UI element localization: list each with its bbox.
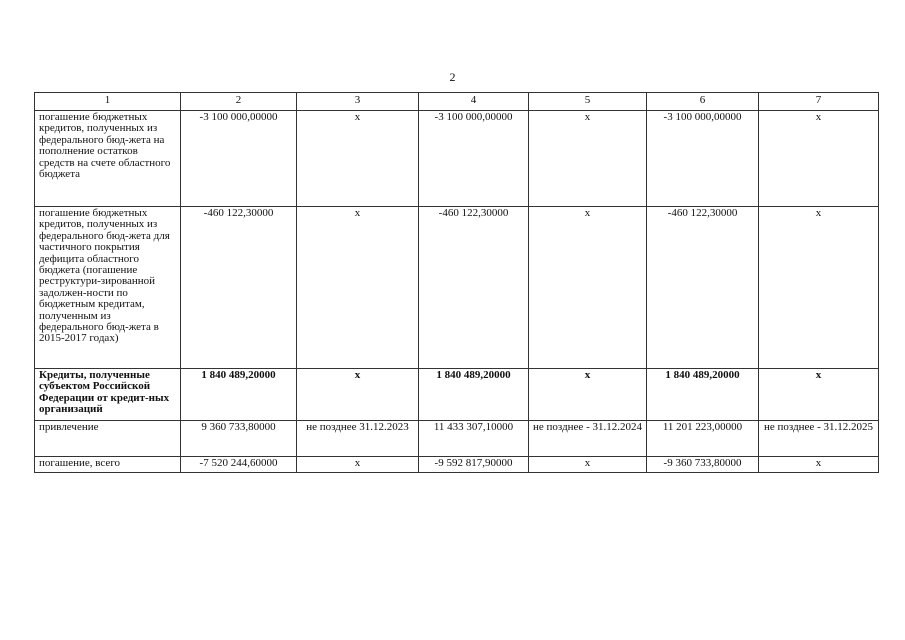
row-label: погашение, всего [35,457,181,473]
term-cell: х [297,369,419,421]
term-cell: х [297,457,419,473]
amount-cell: -460 122,30000 [419,207,529,369]
amount-cell: -3 100 000,00000 [419,111,529,207]
amount-cell: 1 840 489,20000 [647,369,759,421]
term-cell: х [297,111,419,207]
term-cell: х [529,111,647,207]
table-row [35,457,879,473]
row-label: привлечение [35,421,181,457]
amount-cell: -3 100 000,00000 [181,111,297,207]
term-cell: х [529,207,647,369]
budget-sources-table [34,92,879,473]
row-label: погашение бюджетных кредитов, полученных из федерального бюд-жета для частичного покрытия дефицита областного бюджета (погашение реструктури-зированной задолжен-ности по бюджетным кредитам, полученным из федерального бюд-жета в 2015-2017 годах) [35,207,181,369]
amount-cell: -3 100 000,00000 [647,111,759,207]
term-cell: х [759,207,879,369]
page-number: 2 [449,70,456,84]
term-cell: не позднее - 31.12.2025 [759,421,879,457]
term-cell: не позднее 31.12.2023 [297,421,419,457]
table-row [35,369,879,421]
column-header-6: 6 [647,93,759,111]
table-row [35,421,879,457]
term-cell: х [529,457,647,473]
amount-cell: -9 592 817,90000 [419,457,529,473]
term-cell: х [529,369,647,421]
amount-cell: 1 840 489,20000 [181,369,297,421]
amount-cell: 1 840 489,20000 [419,369,529,421]
row-label: Кредиты, полученные субъектом Российской Федерации от кредит-ных организаций [35,369,181,421]
column-header-1: 1 [35,93,181,111]
column-header-2: 2 [181,93,297,111]
amount-cell: -460 122,30000 [647,207,759,369]
amount-cell: 11 201 223,00000 [647,421,759,457]
term-cell: х [759,369,879,421]
amount-cell: -9 360 733,80000 [647,457,759,473]
column-header-4: 4 [419,93,529,111]
term-cell: х [297,207,419,369]
amount-cell: -7 520 244,60000 [181,457,297,473]
column-header-5: 5 [529,93,647,111]
term-cell: х [759,457,879,473]
row-label: погашение бюджетных кредитов, полученных из федерального бюд-жета на пополнение остатков средств на счете областного бюджета [35,111,181,207]
amount-cell: 9 360 733,80000 [181,421,297,457]
column-header-3: 3 [297,93,419,111]
term-cell: не позднее - 31.12.2024 [529,421,647,457]
column-header-7: 7 [759,93,879,111]
amount-cell: -460 122,30000 [181,207,297,369]
amount-cell: 11 433 307,10000 [419,421,529,457]
table-row [35,207,879,369]
table-row [35,111,879,207]
header-row [35,93,879,111]
term-cell: х [759,111,879,207]
